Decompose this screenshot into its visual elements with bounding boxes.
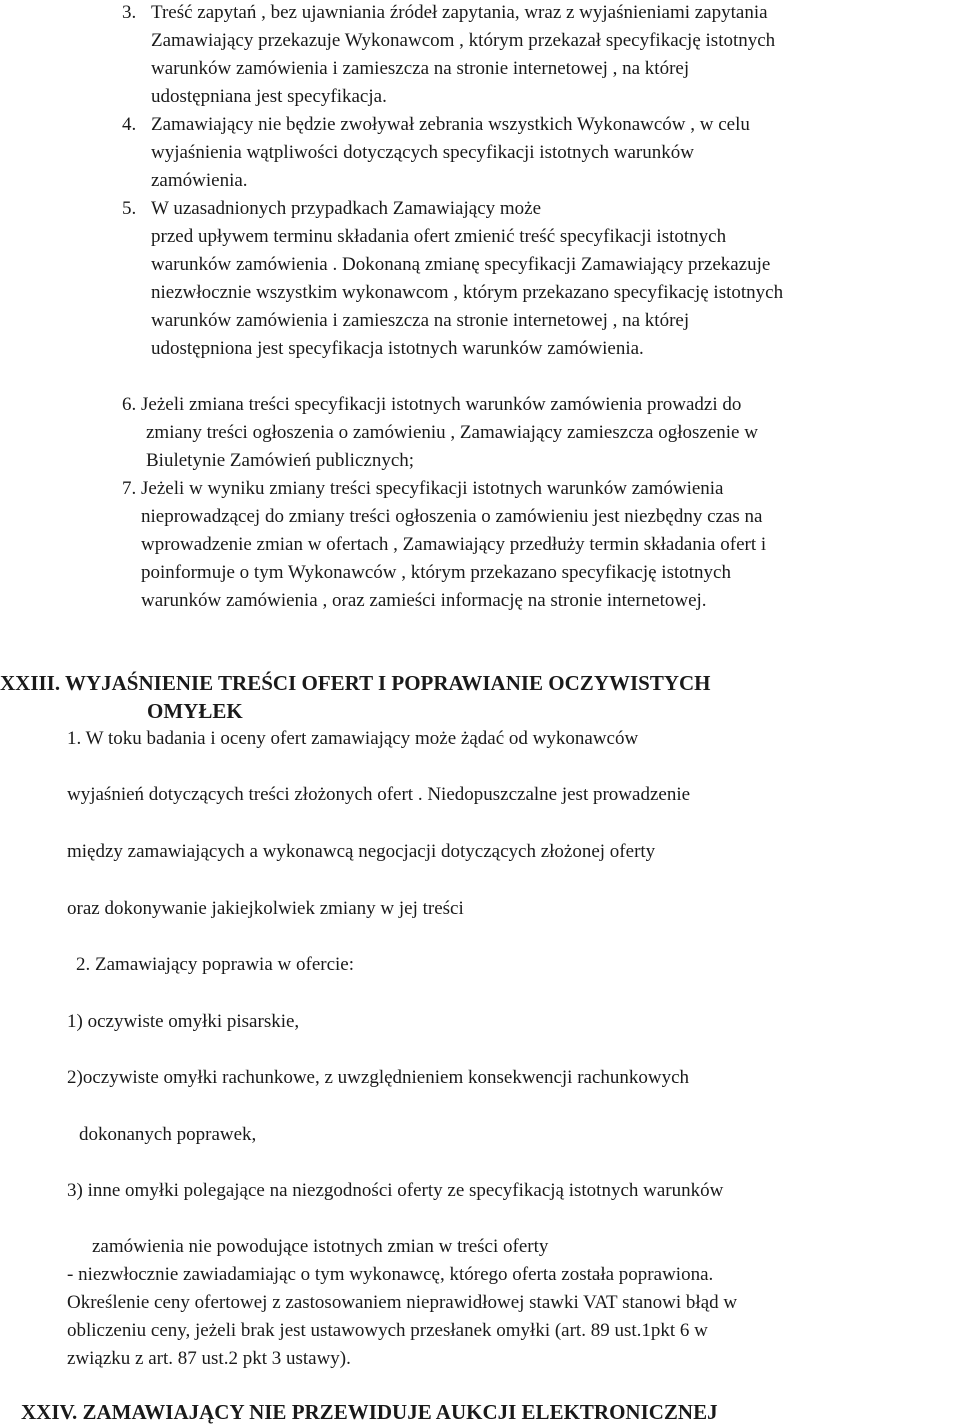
paragraph-line: przed upływem terminu składania ofert zmienić treść specyfikacji istotnych <box>151 226 727 247</box>
paragraph-line: 1. W toku badania i oceny ofert zamawiający może żądać od wykonawców <box>67 728 639 749</box>
paragraph-line: Zamawiający nie będzie zwoływał zebrania wszystkich Wykonawców , w celu <box>151 114 750 135</box>
paragraph-line: warunków zamówienia i zamieszcza na stronie internetowej , na której <box>151 58 690 79</box>
paragraph-line: - niezwłocznie zawiadamiając o tym wykonawcę, którego oferta została poprawiona. <box>67 1264 714 1285</box>
paragraph-line: udostępniona jest specyfikacja istotnych warunków zamówienia. <box>151 338 644 359</box>
list-item: 1) oczywiste omyłki pisarskie, <box>67 1011 300 1032</box>
paragraph-line: 7. Jeżeli w wyniku zmiany treści specyfikacji istotnych warunków zamówienia <box>122 478 724 499</box>
list-item: dokonanych poprawek, <box>79 1124 257 1145</box>
paragraph-line: warunków zamówienia i zamieszcza na stronie internetowej , na której <box>151 310 690 331</box>
list-item: 3) inne omyłki polegające na niezgodności oferty ze specyfikacją istotnych warunków <box>67 1180 724 1201</box>
paragraph-line: wprowadzenie zmian w ofertach , Zamawiający przedłuży termin składania ofert i <box>141 534 767 555</box>
paragraph-line: 6. Jeżeli zmiana treści specyfikacji istotnych warunków zamówienia prowadzi do <box>122 394 742 415</box>
section-heading-continued: OMYŁEK <box>147 699 243 723</box>
paragraph-line: oraz dokonywanie jakiejkolwiek zmiany w jej treści <box>67 898 464 919</box>
paragraph-line: Treść zapytań , bez ujawniania źródeł zapytania, wraz z wyjaśnieniami zapytania <box>151 2 768 23</box>
paragraph-line: między zamawiających a wykonawcą negocjacji dotyczących złożonej oferty <box>67 841 656 862</box>
list-item: zamówienia nie powodujące istotnych zmian w treści oferty <box>92 1236 549 1257</box>
paragraph-line: warunków zamówienia . Dokonaną zmianę specyfikacji Zamawiający przekazuje <box>151 254 771 275</box>
paragraph-line: poinformuje o tym Wykonawców , którym przekazano specyfikację istotnych <box>141 562 731 583</box>
section-heading: XXIII. WYJAŚNIENIE TREŚCI OFERT I POPRAWIANIE OCZYWISTYCH <box>0 671 711 695</box>
paragraph-line: obliczeniu ceny, jeżeli brak jest ustawowych przesłanek omyłki (art. 89 ust.1pkt 6 w <box>67 1320 708 1341</box>
paragraph-line: Zamawiający przekazuje Wykonawcom , którym przekazał specyfikację istotnych <box>151 30 776 51</box>
paragraph-line: niezwłocznie wszystkim wykonawcom , którym przekazano specyfikację istotnych <box>151 282 784 303</box>
paragraph-line: Biuletynie Zamówień publicznych; <box>146 450 415 471</box>
paragraph-line: wyjaśnienia wątpliwości dotyczących specyfikacji istotnych warunków <box>151 142 694 163</box>
paragraph-line: zmiany treści ogłoszenia o zamówieniu , Zamawiający zamieszcza ogłoszenie w <box>146 422 758 443</box>
paragraph-line: warunków zamówienia , oraz zamieści informację na stronie internetowej. <box>141 590 707 611</box>
paragraph-line: Określenie ceny ofertowej z zastosowaniem nieprawidłowej stawki VAT stanowi błąd w <box>67 1292 738 1313</box>
paragraph-line: 2. Zamawiający poprawia w ofercie: <box>76 954 355 975</box>
item-number: 5. <box>122 198 137 219</box>
paragraph-line: udostępniana jest specyfikacja. <box>151 86 387 107</box>
item-number: 4. <box>122 114 137 135</box>
paragraph-line: wyjaśnień dotyczących treści złożonych ofert . Niedopuszczalne jest prowadzenie <box>67 784 691 805</box>
item-number: 3. <box>122 2 137 23</box>
paragraph-line: W uzasadnionych przypadkach Zamawiający może <box>151 198 542 219</box>
paragraph-line: nieprowadzącej do zmiany treści ogłoszenia o zamówieniu jest niezbędny czas na <box>141 506 763 527</box>
paragraph-line: zamówienia. <box>151 170 248 191</box>
paragraph-line: związku z art. 87 ust.2 pkt 3 ustawy). <box>67 1348 351 1369</box>
section-heading: XXIV. ZAMAWIAJĄCY NIE PRZEWIDUJE AUKCJI ELEKTRONICZNEJ <box>21 1400 718 1424</box>
list-item: 2)oczywiste omyłki rachunkowe, z uwzględnieniem konsekwencji rachunkowych <box>67 1067 690 1088</box>
